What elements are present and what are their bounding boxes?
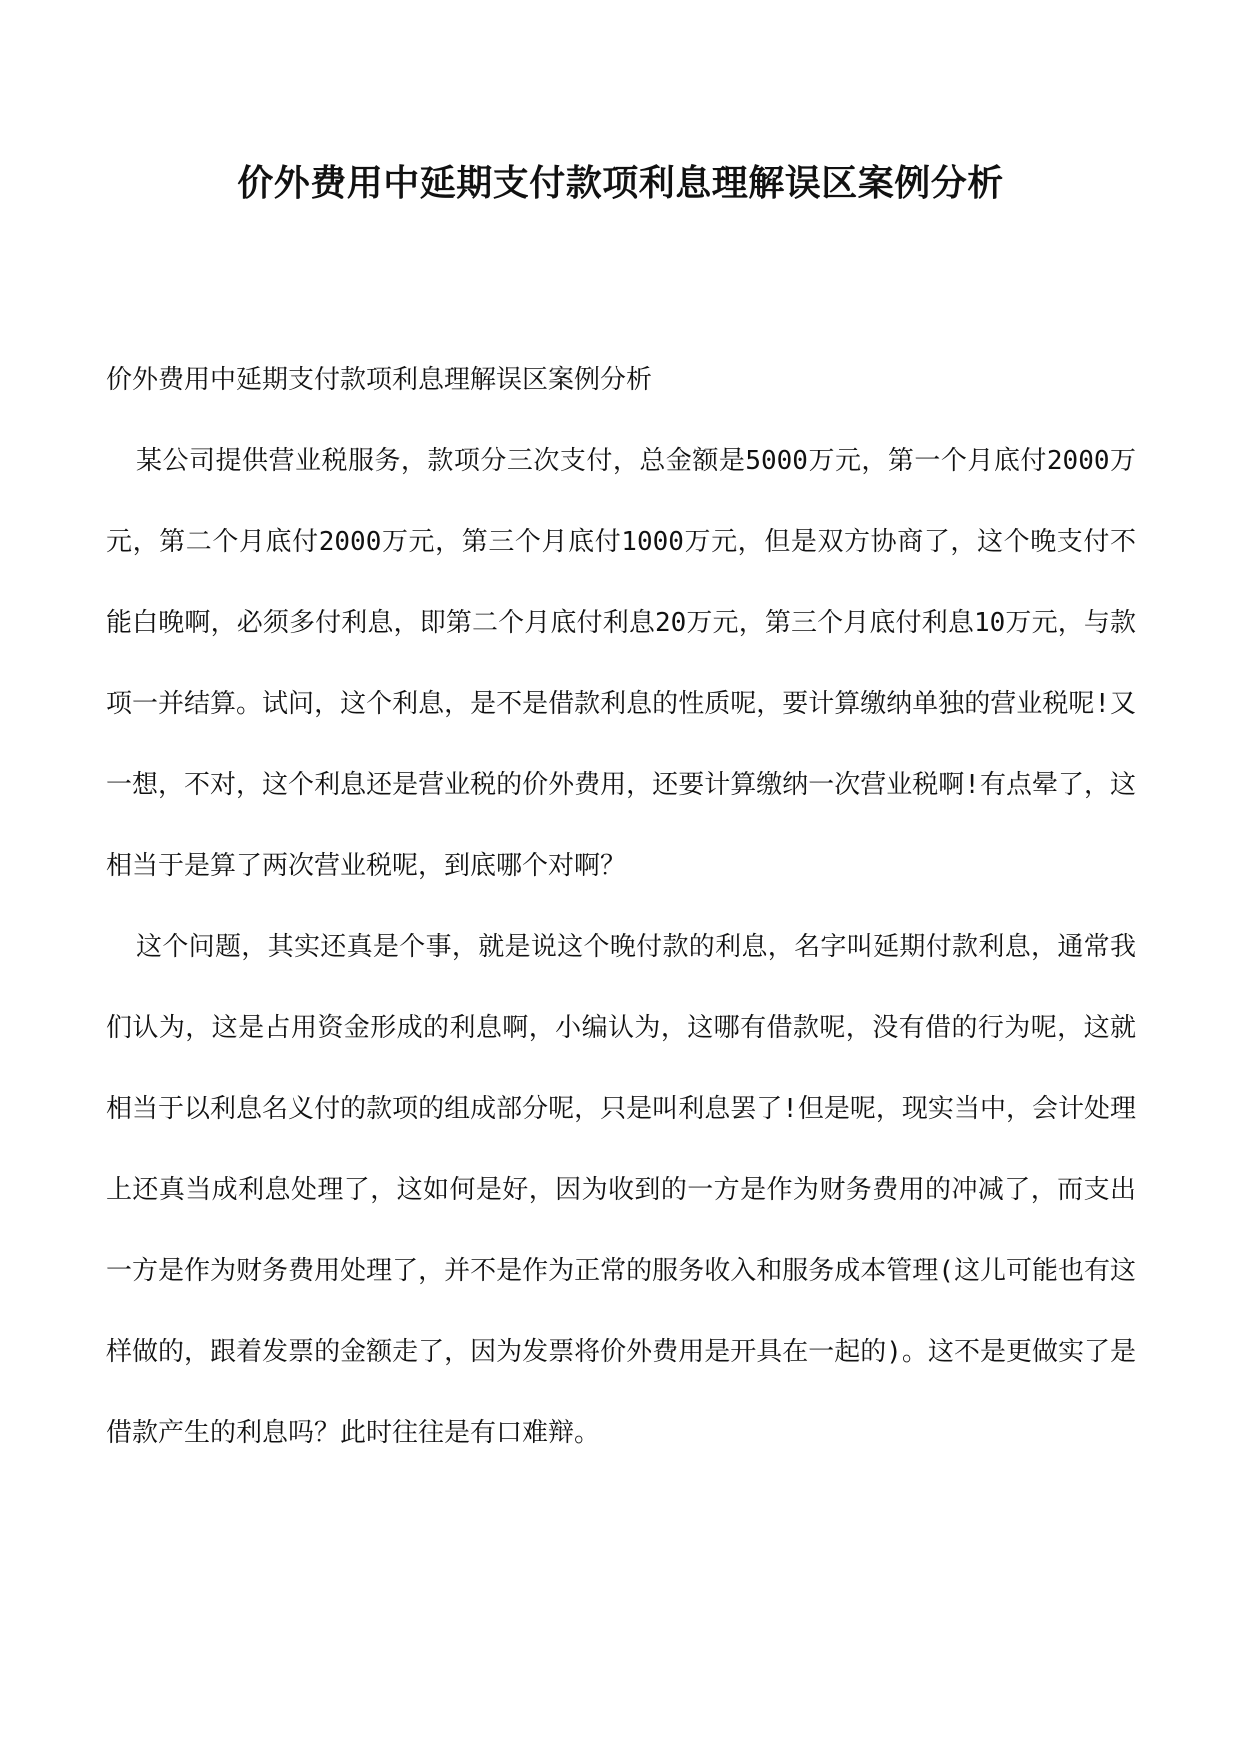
document-title: 价外费用中延期支付款项利息理解误区案例分析	[237, 162, 1004, 204]
document-subtitle: 价外费用中延期支付款项利息理解误区案例分析	[106, 365, 653, 395]
paragraph-2: 这个问题，其实还真是个事，就是说这个晚付款的利息，名字叫延期付款利息，通常我们认为，这是占用资金形成的利息啊，小编认为，这哪有借款呢，没有借的行为呢，这就相当于以利息名义付的款项的组成部分呢，只是叫利息罢了!但是呢，现实当中，会计处理上还真当成利息处理了，这如何是好，因为收到的一方是作为财务费用的冲减了，而支出一方是作为财务费用处理了，并不是作为正常的服务收入和服务成本管理(这儿可能也有这样做的，跟着发票的金额走了，因为发票将价外费用是开具在一起的)。这不是更做实了是借款产生的利息吗？此时往往是有口难辩。	[106, 932, 1136, 1448]
paragraph-1: 某公司提供营业税服务，款项分三次支付，总金额是5000万元，第一个月底付2000万元，第二个月底付2000万元，第三个月底付1000万元，但是双方协商了，这个晚支付不能白晚啊，必须多付利息，即第二个月底付利息20万元，第三个月底付利息10万元，与款项一并结算。试问，这个利息，是不是借款利息的性质呢，要计算缴纳单独的营业税呢!又一想，不对，这个利息还是营业税的价外费用，还要计算缴纳一次营业税啊!有点晕了，这相当于是算了两次营业税呢，到底哪个对啊？	[106, 446, 1136, 881]
document-body	[106, 340, 1136, 1474]
